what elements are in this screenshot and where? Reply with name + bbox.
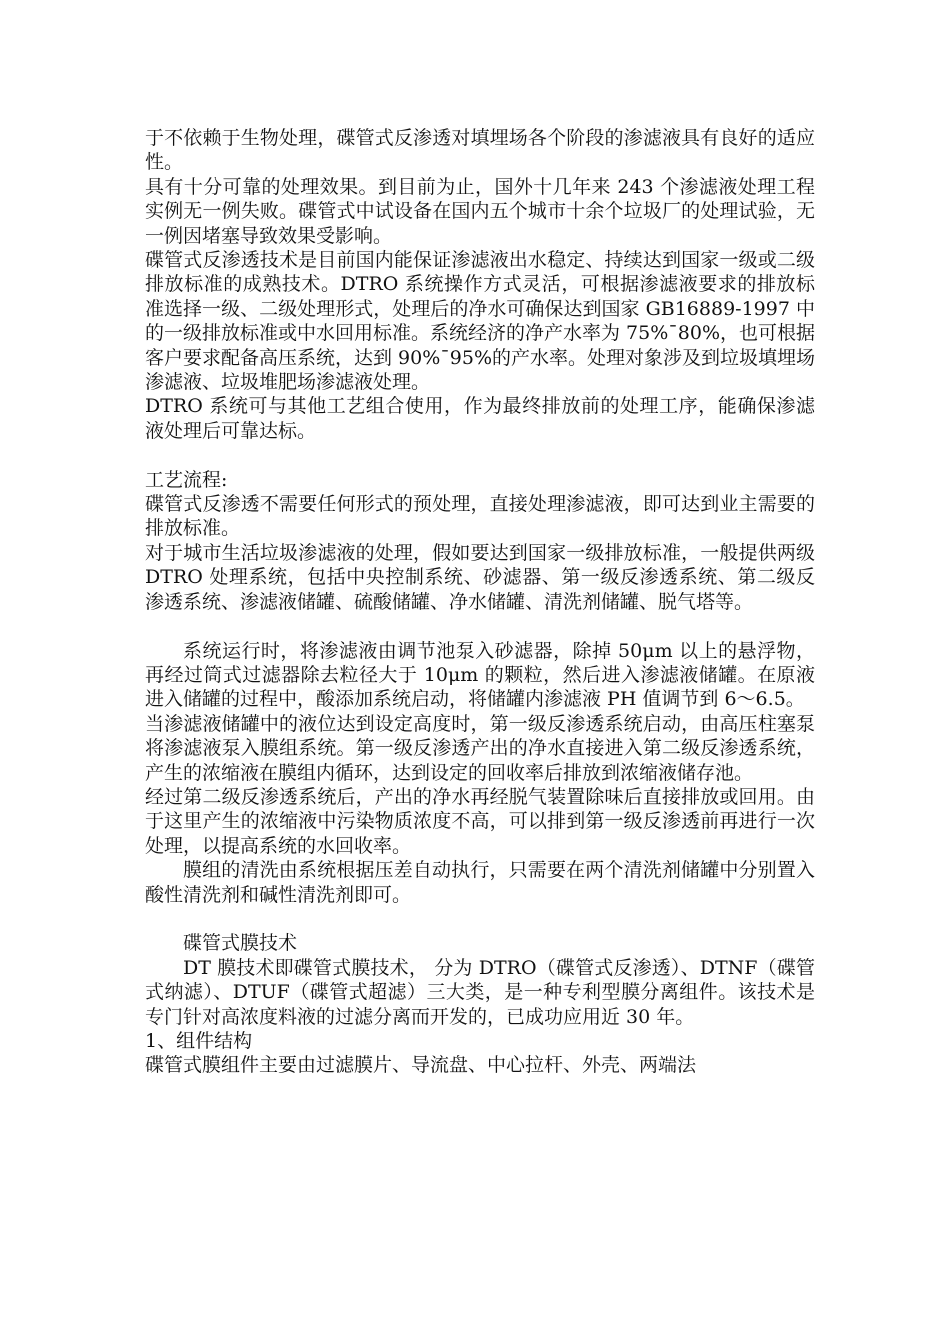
- paragraph-reliability: 具有十分可靠的处理效果。到目前为止，国外十几年来 243 个渗滤液处理工程实例无一例失败。碟管式中试设备在国内五个城市十余个垃圾厂的处理试验，无一例因堵塞导致效果受影响。: [145, 175, 815, 247]
- spacer: [145, 907, 815, 931]
- paragraph-second-stage: 经过第二级反渗透系统后，产出的净水再经脱气装置除味后直接排放或回用。由于这里产生的浓缩液中污染物质浓度不高，可以排到第一级反渗透前再进行一次处理，以提高系统的水回收率。: [145, 785, 815, 857]
- spacer: [145, 614, 815, 638]
- paragraph-no-pretreatment: 碟管式反渗透不需要任何形式的预处理，直接处理渗滤液，即可达到业主需要的排放标准。: [145, 493, 815, 540]
- section-heading-process: 工艺流程:: [145, 468, 228, 491]
- section-heading-structure: 1、组件结构: [145, 1029, 253, 1052]
- section-heading-dt-membrane: 碟管式膜技术: [183, 932, 298, 955]
- paragraph-dt-membrane: DT 膜技术即碟管式膜技术， 分为 DTRO（碟管式反渗透）、DTNF（碟管式纳滤）、DTUF（碟管式超滤）三大类，是一种专利型膜分离组件。该技术是专门针对高浓度料液的过滤分离而开发的，已成功应用近 30 年。: [145, 956, 815, 1028]
- paragraph-system-operation: 系统运行时，将渗滤液由调节池泵入砂滤器，除掉 50μm 以上的悬浮物，再经过筒式过滤器除去粒径大于 10μm 的颗粒，然后进入渗滤液储罐。在原液进入储罐的过程中，酸添加系统启动，将储罐内渗滤液 PH 值调节到 6～6.5。: [145, 639, 815, 711]
- paragraph-adaptability: 于不依赖于生物处理，碟管式反渗透对填埋场各个阶段的渗滤液具有良好的适应性。: [145, 127, 815, 174]
- paragraph-dtro-combination: DTRO 系统可与其他工艺组合使用，作为最终排放前的处理工序，能确保渗滤液处理后可靠达标。: [145, 395, 815, 442]
- paragraph-dtro-technology: 碟管式反渗透技术是目前国内能保证渗滤液出水稳定、持续达到国家一级或二级排放标准的成熟技术。DTRO 系统操作方式灵活，可根据渗滤液要求的排放标准选择一级、二级处理形式，处理后的净水可确保达到国家 GB16889-1997 中的一级排放标准或中水回用标准。系统经济的净产水率为 75%¯80%，也可根据客户要求配备高压系统，达到 90%¯95%的产水率。处理对象涉及到垃圾填埋场渗滤液、垃圾堆肥场渗滤液处理。: [145, 249, 816, 394]
- paragraph-first-stage: 当渗滤液储罐中的液位达到设定高度时，第一级反渗透系统启动，由高压柱塞泵将渗滤液泵入膜组系统。第一级反渗透产出的净水直接进入第二级反渗透系统，产生的浓缩液在膜组内循环，达到设定的回收率后排放到浓缩液储存池。: [145, 712, 815, 784]
- paragraph-structure: 碟管式膜组件主要由过滤膜片、导流盘、中心拉杆、外壳、两端法: [145, 1054, 697, 1077]
- paragraph-cleaning: 膜组的清洗由系统根据压差自动执行，只需要在两个清洗剂储罐中分别置入酸性清洗剂和碱性清洗剂即可。: [145, 859, 815, 906]
- document-body: [145, 126, 822, 1078]
- spacer: [145, 443, 815, 467]
- paragraph-two-stage-system: 对于城市生活垃圾渗滤液的处理，假如要达到国家一级排放标准，一般提供两级 DTRO 处理系统，包括中央控制系统、砂滤器、第一级反渗透系统、第二级反渗透系统、渗滤液储罐、硫酸储罐、净水储罐、清洗剂储罐、脱气塔等。: [145, 541, 822, 613]
